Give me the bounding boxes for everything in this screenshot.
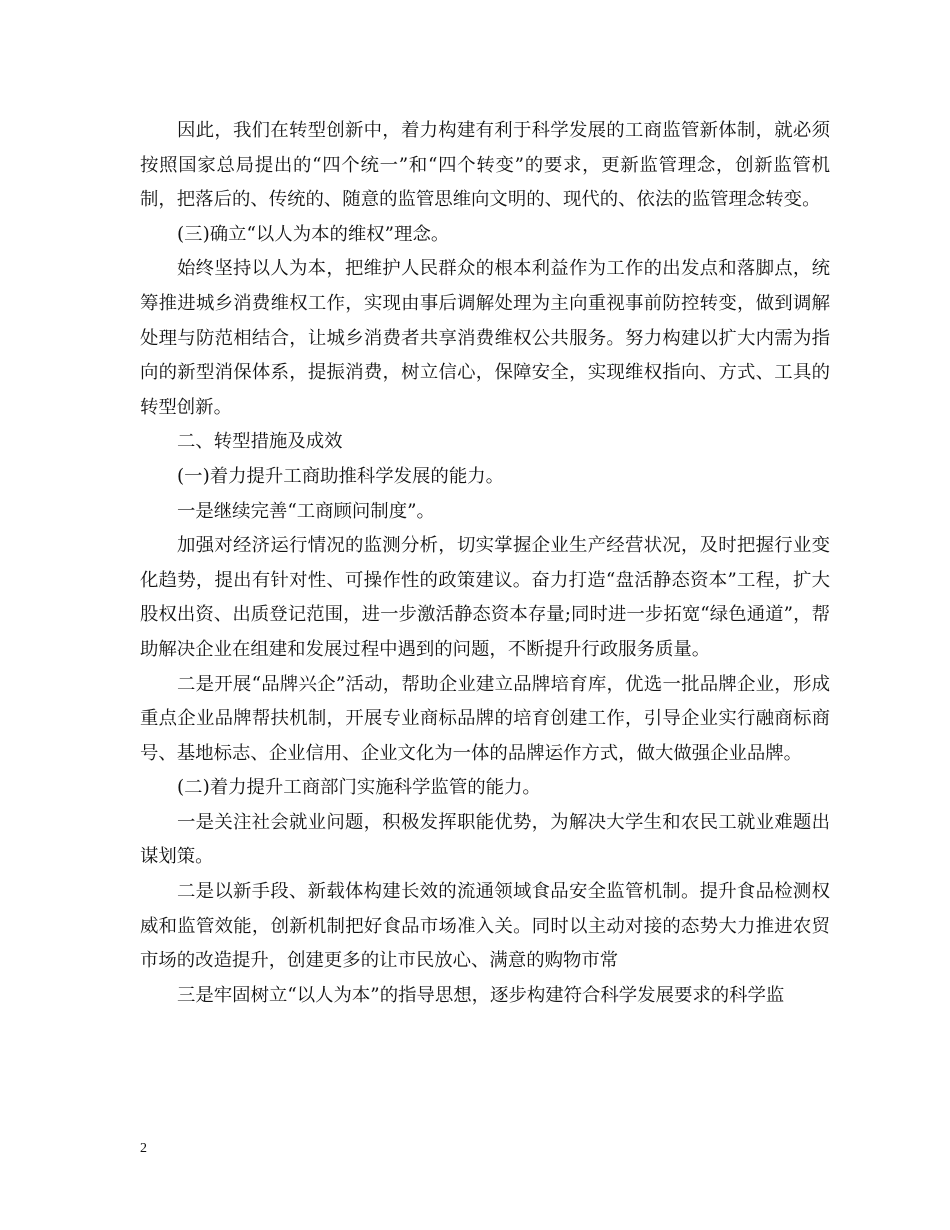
paragraph-6: 一是继续完善“工商顾问制度”。 [177, 500, 435, 522]
paragraph-2: (三)确立“以人为本的维权”理念。 [177, 223, 450, 245]
paragraph-3: 始终坚持以人为本，把维护人民群众的根本利益作为工作的出发点和落脚点，统筹推进城乡消费维权工作，实现由事后调解处理为主向重视事前防控转变，做到调解处理与防范相结合，让城乡消费者共享消费维权公共服务。努力构建以扩大内需为指向的新型消保体系，提振消费，树立信心，保障安全，实现维权指向、方式、工具的转型创新。 [140, 258, 830, 418]
paragraph-11: 二是以新手段、新载体构建长效的流通领域食品安全监管机制。提升食品检测权威和监管效能，创新机制把好食品市场准入关。同时以主动对接的态势大力推进农贸市场的改造提升，创建更多的让市民放心、满意的购物市常 [140, 881, 830, 972]
paragraph-1: 因此，我们在转型创新中，着力构建有利于科学发展的工商监管新体制，就必须按照国家总局提出的“四个统一”和“四个转变”的要求，更新监管理念，创新监管机制，把落后的、传统的、随意的监管思维向文明的、现代的、依法的监管理念转变。 [140, 120, 830, 211]
paragraph-12: 三是牢固树立“以人为本”的指导思想，逐步构建符合科学发展要求的科学监 [177, 984, 785, 1006]
paragraph-9: (二)着力提升工商部门实施科学监管的能力。 [177, 777, 541, 799]
paragraph-4: 二、转型措施及成效 [177, 431, 343, 453]
paragraph-7: 加强对经济运行情况的监测分析，切实掌握企业生产经营状况，及时把握行业变化趋势，提出有针对性、可操作性的政策建议。奋力打造“盘活静态资本”工程，扩大股权出资、出质登记范围，进一步激活静态资本存量;同时进一步拓宽“绿色通道”，帮助解决企业在组建和发展过程中遇到的问题，不断提升行政服务质量。 [140, 535, 830, 660]
paragraph-8: 二是开展“品牌兴企”活动，帮助企业建立品牌培育库，优选一批品牌企业，形成重点企业品牌帮扶机制，开展专业商标品牌的培育创建工作，引导企业实行融商标商号、基地标志、企业信用、企业文化为一体的品牌运作方式，做大做强企业品牌。 [140, 673, 830, 764]
page-number: 2 [140, 1141, 147, 1156]
document-body [140, 114, 830, 1013]
paragraph-10: 一是关注社会就业问题，积极发挥职能优势，为解决大学生和农民工就业难题出谋划策。 [140, 811, 830, 868]
paragraph-5: (一)着力提升工商助推科学发展的能力。 [177, 465, 504, 487]
